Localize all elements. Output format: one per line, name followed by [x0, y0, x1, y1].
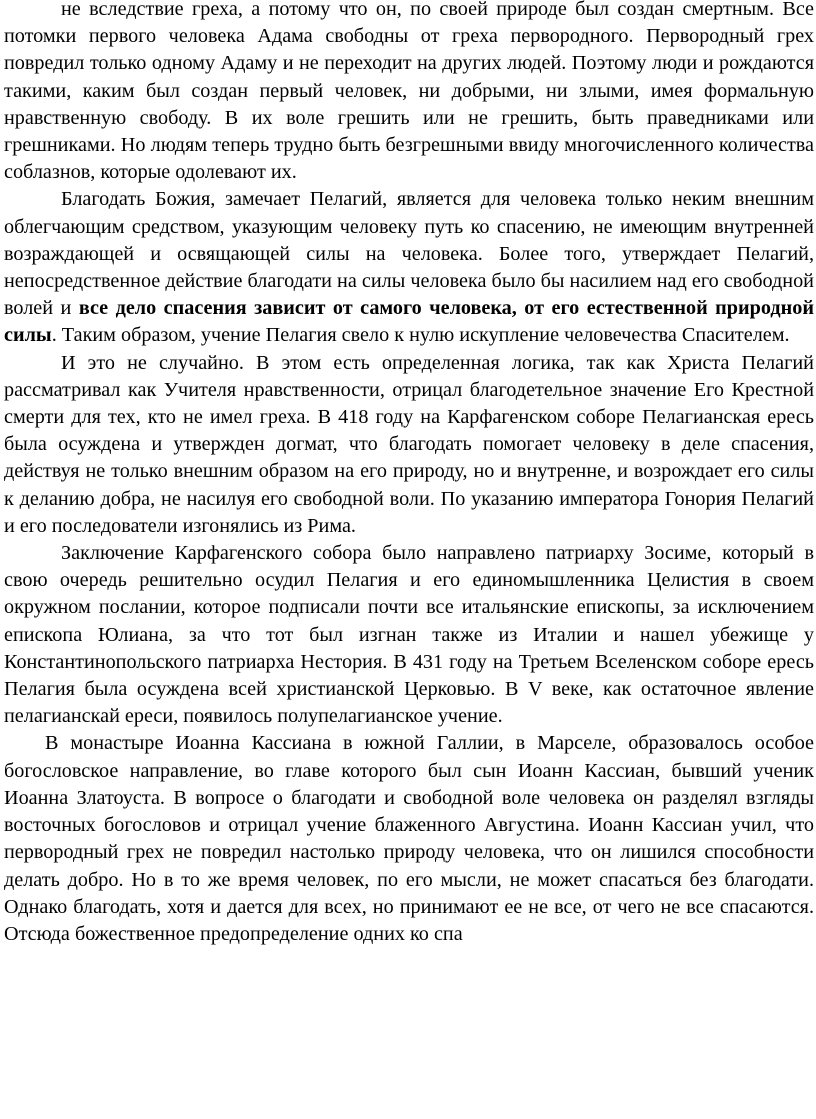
- paragraph-3-text: И это не случайно. В этом есть определенная логика, так как Христа Пелагий рассматривал как Учителя нравственности, отрицал благодетельное значение Его Крестной смерти для тех, кто не имел греха. В 418 году на Карфагенском соборе Пелагианская ересь была осуждена и утвержден догмат, что благодать помогает человеку в деле спасения, действуя не только внешним образом на его природу, но и внутренне, и возрождает его силы к деланию добра, не насилуя его свободной воли. По указанию императора Гонория Пелагий и его последователи изгонялись из Рима.: [4, 351, 814, 537]
- paragraph-1: [4, 0, 814, 186]
- paragraph-5-text: В монастыре Иоанна Кассиана в южной Галлии, в Марселе, образовалось особое богословское направление, во главе которого был сын Иоанн Кассиан, бывший ученик Иоанна Златоуста. В вопросе о благодати и свободной воле человека он разделял взгляды восточных богословов и отрицал учение блаженного Августина. Иоанн Кассиан учил, что первородный грех не повредил настолько природу человека, что он лишился способности делать добро. Но в то же время человек, по его мысли, не может спасаться без благодати. Однако благодать, хотя и дается для всех, но принимают ее не все, от чего не все спасаются. Отсюда божественное предопределение одних ко спа: [4, 732, 814, 945]
- paragraph-2-text-end: . Таким образом, учение Пелагия свело к нулю искупление человечества Спасителем.: [51, 324, 790, 347]
- paragraph-1-text: не вследствие греха, а потому что он, по своей природе был создан смертным. Все потомки первого человека Адама свободны от греха первородного. Первородный грех повредил только одному Адаму и не переходит на других людей. Поэтому люди и рождаются такими, каким был создан первый человек, ни добрыми, ни злыми, имея формальную нравственную свободу. В их воле грешить или не грешить, быть праведниками или грешниками. Но людям теперь трудно быть безгрешными ввиду многочисленного количества соблазнов, которые одолевают их.: [4, 0, 814, 184]
- paragraph-2: [4, 186, 814, 349]
- paragraph-3: [4, 350, 814, 540]
- paragraph-4: [4, 540, 814, 730]
- paragraph-2-text-start: Благодать Божия, замечает Пелагий, является для человека только неким внешним облегчающим средством, указующим человеку путь ко спасению, не имеющим внутренней возраждающей и освящающей силы на человека. Более того, утверждает Пелагий, непосредственное действие благодати на силы человека было бы насилием над его свободной волей и: [4, 188, 814, 320]
- paragraph-5: [4, 730, 814, 948]
- paragraph-2-bold-emphasis: все дело спасения зависит от самого человека, от его естественной природной силы: [4, 297, 814, 347]
- paragraph-4-text: Заключение Карфагенского собора было направлено патриарху Зосиме, который в свою очередь решительно осудил Пелагия и его единомышленника Целистия в своем окружном послании, которое подписали почти все итальянские епископы, за исключением епископа Юлиана, за что тот был изгнан также из Италии и нашел убежище у Константинопольского патриарха Нестория. В 431 году на Третьем Вселенском соборе ересь Пелагия была осуждена всей христианской Церковью. В V веке, как остаточное явление пелагианскай ереси, появилось полупелагианское учение.: [4, 542, 814, 728]
